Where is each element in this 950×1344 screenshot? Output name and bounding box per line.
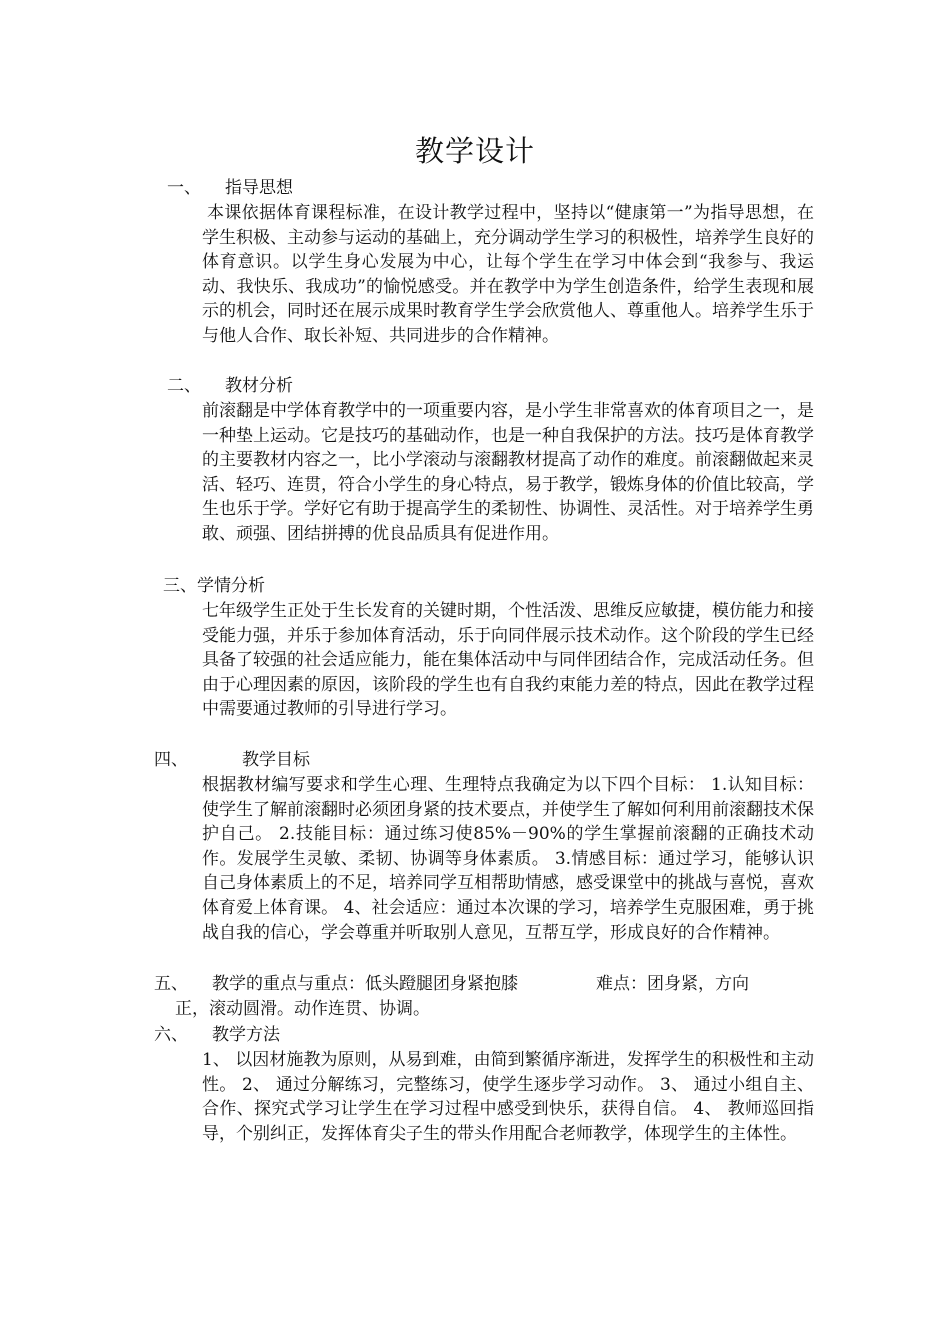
section-title: 教学的重点与重点：低头蹬腿团身紧抱膝 — [212, 974, 518, 994]
section-number: 二、 — [167, 376, 201, 396]
section-title: 教材分析 — [225, 376, 293, 396]
section-key-points — [154, 972, 814, 1021]
document-title: 教学设计 — [414, 134, 535, 168]
section-heading-material-analysis — [167, 374, 293, 398]
section-body-material-analysis: 前滚翻是中学体育教学中的一项重要内容，是小学生非常喜欢的体育项目之一，是一种垫上运动。它是技巧的基础动作，也是一种自我保护的方法。技巧是体育教学的主要教材内容之一，比小学滚动与滚翻教材提高了动作的难度。前滚翻做起来灵活、轻巧、连贯，符合小学生的身心特点，易于教学，锻炼身体的价值比较高，学生也乐于学。学好它有助于提高学生的柔韧性、协调性、灵活性。对于培养学生勇敢、顽强、团结拼搏的优良品质具有促进作用。 — [202, 401, 814, 544]
section-heading-student-analysis — [163, 574, 265, 598]
section-body-teaching-goals: 根据教材编写要求和学生心理、生理特点我确定为以下四个目标： 1.认知目标：使学生了解前滚翻时必须团身紧的技术要点，并使学生了解如何利用前滚翻技术保护自己。 2.技能目标：通过练习使85%－90%的学生掌握前滚翻的正确技术动作。发展学生灵敏、柔韧、协调等身体素质。 3.情感目标：通过学习，能够认识自己身体素质上的不足，培养同学互相帮助情感，感受课堂中的挑战与喜悦，喜欢体育爱上体育课。 4、社会适应：通过本次课的学习，培养学生克服困难，勇于挑战自我的信心，学会尊重并听取别人意见，互帮互学，形成良好的合作精神。 — [202, 775, 814, 943]
section-number: 四、 — [154, 750, 188, 770]
section-heading-guiding-ideology — [167, 176, 293, 200]
section-body-student-analysis: 七年级学生正处于生长发育的关键时期，个性活泼、思维反应敏捷，模仿能力和接受能力强，并乐于参加体育活动，乐于向同伴展示技术动作。这个阶段的学生已经具备了较强的社会适应能力，能在集体活动中与同伴团结合作，完成活动任务。但由于心理因素的原因，该阶段的学生也有自我约束能力差的特点，因此在教学过程中需要通过教师的引导进行学习。 — [202, 601, 814, 720]
section-title: 指导思想 — [225, 178, 293, 198]
section-title: 教学目标 — [242, 750, 310, 770]
section-heading-teaching-methods — [154, 1023, 280, 1047]
section-title: 教学方法 — [212, 1025, 280, 1045]
section-number: 三、 — [163, 576, 197, 596]
section-body-guiding-ideology: 本课依据体育课程标准，在设计教学过程中，坚持以“健康第一”为指导思想，在学生积极、主动参与运动的基础上，充分调动学生学习的积极性，培养学生良好的体育意识。以学生身心发展为中心，让每个学生在学习中体会到“我参与、我运动、我快乐、我成功”的愉悦感受。并在教学中为学生创造条件，给学生表现和展示的机会，同时还在展示成果时教育学生学会欣赏他人、尊重他人。培养学生乐于与他人合作、取长补短、共同进步的合作精神。 — [202, 203, 814, 346]
section-body-key-points: 正，滚动圆滑。动作连贯、协调。 — [175, 998, 430, 1019]
section-heading-teaching-goals — [154, 748, 310, 772]
section-number: 一、 — [167, 178, 201, 198]
difficulty-label: 难点：团身紧，方向 — [596, 974, 749, 994]
section-number: 五、 — [154, 974, 188, 994]
section-body-teaching-methods: 1、 以因材施教为原则，从易到难，由简到繁循序渐进，发挥学生的积极性和主动性。 2、 通过分解练习，完整练习，使学生逐步学习动作。 3、 通过小组自主、合作、探究式学习让学生在学习过程中感受到快乐，获得自信。 4、 教师巡回指导，个别纠正，发挥体育尖子生的带头作用配合老师教学，体现学生的主体性。 — [202, 1050, 814, 1144]
section-number: 六、 — [154, 1025, 188, 1045]
section-title: 学情分析 — [197, 576, 265, 596]
